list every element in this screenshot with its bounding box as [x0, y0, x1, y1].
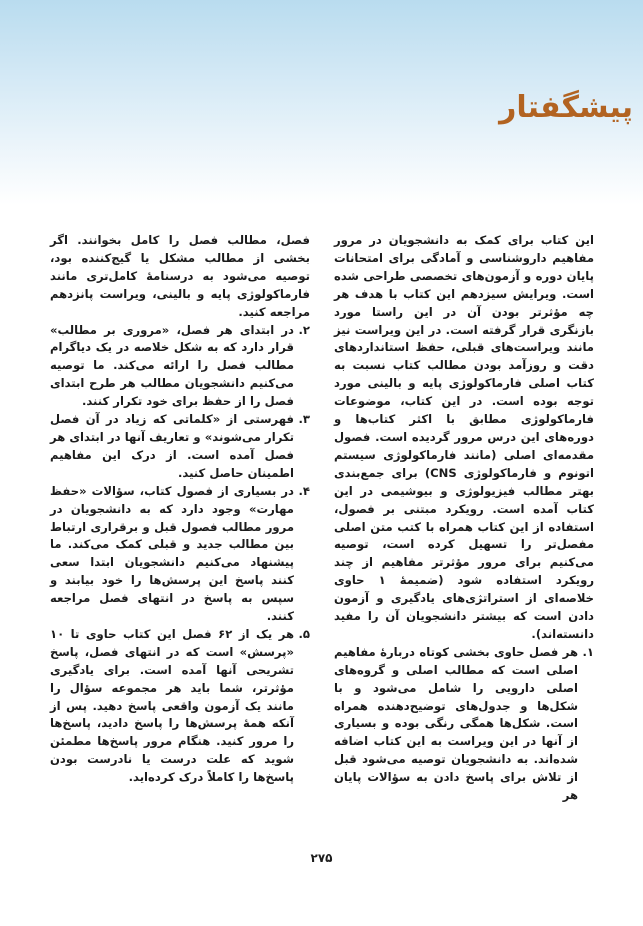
right-column	[334, 232, 594, 805]
item-number: ۴.	[298, 483, 310, 498]
numbered-list	[50, 322, 310, 788]
intro-paragraph: این کتاب برای کمک به دانشجویان در مرور مفاهیم داروشناسی و آمادگی برای امتحانات پایان دوره و آزمون‌های تخصصی طراحی شده است. ویرایش سیزدهم این کتاب با هدف هر چه مؤثرتر بودن آن در این راستا مورد بازنگری قرار گرفته است. در این ویراست نیز مانند ویراست‌های قبلی، حفظ استانداردهای دقت و روزآمد بودن مطالب کتاب نسبت به کتاب اصلی فارماکولوژی پایه و بالینی مورد توجه بوده است. در این کتاب، موضوعات فارماکولوژی مطابق با اکثر کتاب‌ها و دوره‌های این درس مرور گردیده است. فصول مقدمه‌ای اصلی (مانند فارماکولوژی سیستم اتونوم و فارماکولوژی CNS) برای جمع‌بندی بهتر مطالب فیزیولوژی و بیوشیمی در این کتاب آمده است. رویکرد مبتنی بر فصول، استفاده از این کتاب همراه با کتب متن اصلی مفصل‌تر را تسهیل کرده است، توصیه می‌کنیم برای مرور مؤثرتر مفاهیم از چند رویکرد استفاده شود (ضمیمهٔ ۱ حاوی خلاصه‌ای از استراتژی‌های یادگیری و آزمون دادن است که بیشتر دانشجویان آن را مفید دانسته‌اند).	[334, 233, 594, 641]
item-number: ۱.	[582, 644, 594, 659]
item-number: ۲.	[298, 322, 310, 337]
continuation-paragraph: فصل، مطالب فصل را کامل بخوانند. اگر بخشی از مطالب مشکل یا گیج‌کننده بود، توصیه می‌شود به درسنامهٔ کامل‌تری مانند فارماکولوژی پایه و بالینی، ویراست پانزدهم مراجعه کنید.	[50, 233, 310, 319]
list-item	[50, 411, 310, 483]
list-item	[334, 644, 594, 805]
item-text: هر فصل حاوی بخشی کوتاه دربارهٔ مفاهیم اصلی است که مطالب اصلی و گروه‌های اصلی دارویی را شامل می‌شود و با شکل‌ها و جدول‌های توضیح‌دهنده همراه است. شکل‌ها همگی رنگی بوده و بسیاری از آنها در این ویراست به این کتاب اضافه شده‌اند. به دانشجویان توصیه می‌شود قبل از تلاش برای پاسخ دادن به سؤالات پایان هر	[334, 644, 578, 803]
list-item	[50, 626, 310, 787]
page-title: پیشگفتار	[499, 90, 633, 125]
numbered-list	[334, 644, 594, 805]
left-column	[50, 232, 310, 787]
item-text: در ابتدای هر فصل، «مروری بر مطالب» قرار دارد که به شکل خلاصه در یک دیاگرام مطالب فصل را ارائه می‌کند. ما توصیه می‌کنیم دانشجویان مطالب هر طرح ابتدای فصل را از حفظ برای خود تکرار کنند.	[50, 322, 294, 409]
item-number: ۳.	[298, 412, 310, 427]
list-item	[50, 322, 310, 412]
item-text: هر یک از ۶۲ فصل این کتاب حاوی تا ۱۰ «پرسش» است که در انتهای فصل، پاسخ تشریحی آنها آمده است. برای یادگیری مؤثرتر، شما باید هر مجموعه سؤال را مانند یک آزمون واقعی پاسخ دهید. پس از آنکه همهٔ پرسش‌ها را پاسخ دادید، پاسخ‌ها را مرور کنید. هنگام مرور پاسخ‌ها مطمئن شوید که علت درست یا نادرست بودن پاسخ‌ها را کاملاً درک کرده‌اید.	[50, 626, 295, 785]
page-number: ۲۷۵	[310, 851, 333, 865]
item-text: فهرستی از «کلماتی که زیاد در آن فصل تکرار می‌شوند» و تعاریف آنها در ابتدای هر فصل آمده است. از درک این مفاهیم اطمینان حاصل کنید.	[50, 412, 294, 480]
list-item	[50, 483, 310, 626]
item-text: در بسیاری از فصول کتاب، سؤالات «حفظ مهارت» وجود دارد که به دانشجویان در مرور مطالب فصول قبل و برقراری ارتباط بین مطالب جدید و قبلی کمک می‌کند. ما پیشنهاد می‌کنیم دانشجویان ابتدا سعی کنند پاسخ این پرسش‌ها را خود بیابند و سپس به پاسخ در انتهای فصل مراجعه کنند.	[50, 483, 294, 624]
item-number: ۵.	[298, 626, 310, 641]
